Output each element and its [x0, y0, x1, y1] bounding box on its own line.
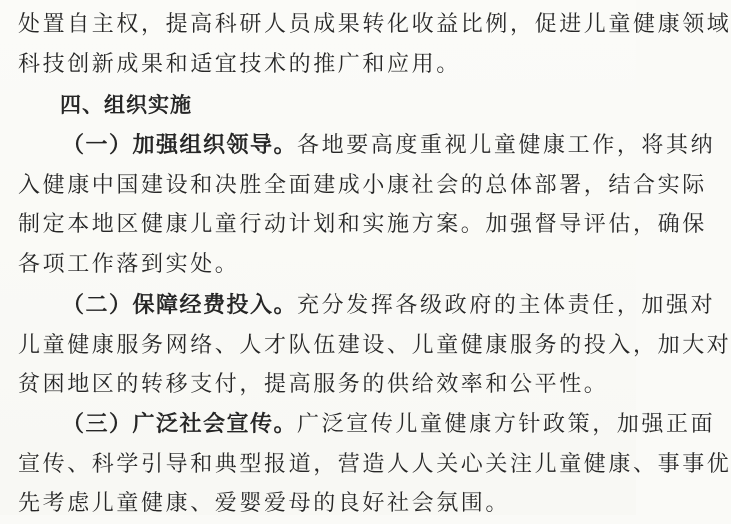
section-heading: 四、组织实施 — [60, 93, 192, 117]
paragraph-funding — [0, 286, 731, 405]
paragraph-publicity — [0, 405, 731, 524]
text-line: 科技创新成果和适宜技术的推广和应用。 — [18, 51, 461, 77]
text-line-first — [18, 405, 716, 445]
text-fragment: 各地要高度重视儿童健康工作，将其纳 — [297, 133, 716, 158]
text-line: 宣传、科学引导和典型报道，营造人人关心关注儿童健康、事事优 — [18, 451, 731, 477]
paragraph-continuation — [0, 5, 731, 84]
text-line: 先考虑儿童健康、爱婴爱母的良好社会氛围。 — [18, 491, 511, 516]
text-line-first — [18, 126, 716, 166]
text-line: 制定本地区健康儿童行动计划和实施方案。加强督导评估，确保 — [18, 212, 707, 237]
text-fragment: 充分发挥各级政府的主体责任，加强对 — [297, 293, 716, 318]
text-line: 入健康中国建设和决胜全面建成小康社会的总体部署，结合实际 — [18, 172, 707, 198]
text-line: 处置自主权，提高科研人员成果转化收益比例，促进儿童健康领域 — [18, 12, 731, 37]
paragraph-organization-leadership — [0, 126, 716, 284]
paragraph-lead: （三）广泛社会宣传。 — [62, 412, 298, 437]
paragraph-lead: （一）加强组织领导。 — [62, 133, 298, 158]
paragraph-lead: （二）保障经费投入。 — [62, 293, 298, 318]
text-line: 儿童健康服务网络、人才队伍建设、儿童健康服务的投入，加大对 — [18, 332, 731, 358]
text-line-first — [18, 286, 716, 326]
text-fragment: 广泛宣传儿童健康方针政策，加强正面 — [297, 412, 716, 437]
text-line: 贫困地区的转移支付，提高服务的供给效率和公平性。 — [18, 372, 609, 397]
text-line: 各项工作落到实处。 — [18, 251, 240, 277]
